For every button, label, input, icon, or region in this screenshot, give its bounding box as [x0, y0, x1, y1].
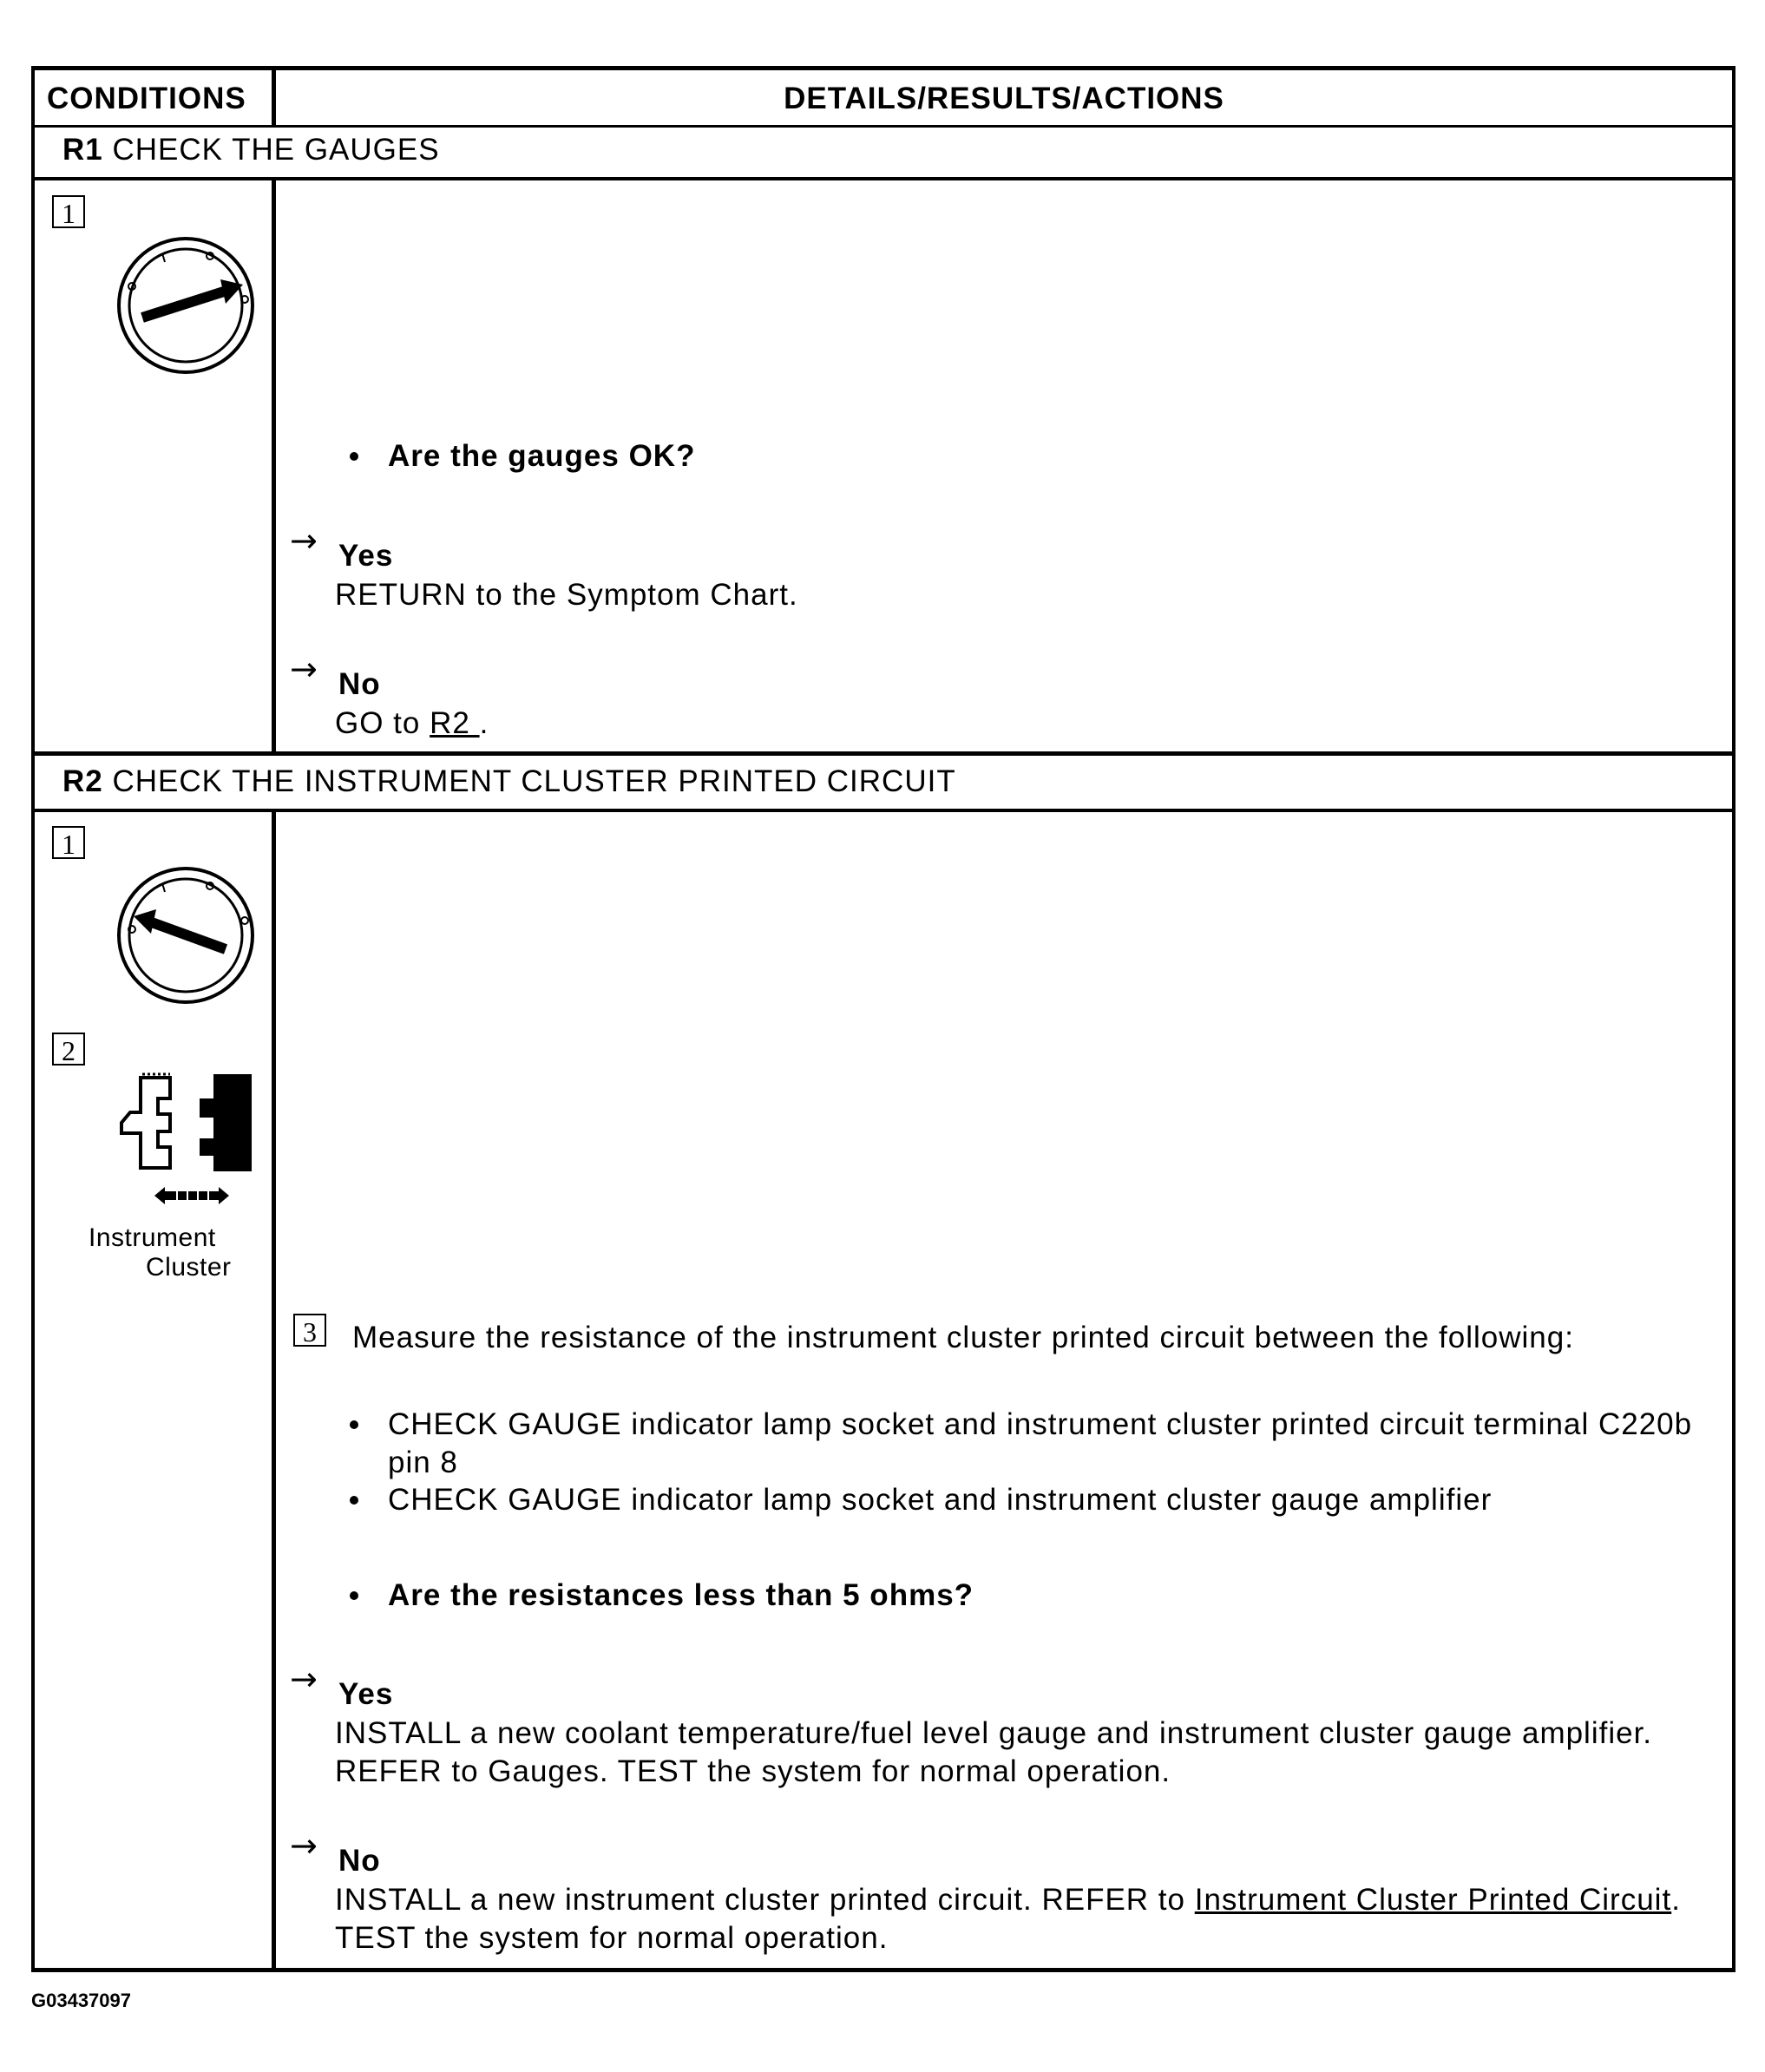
right-arrow-icon: → — [290, 521, 318, 560]
section-code: R1 — [62, 133, 103, 167]
no-action-prefix: INSTALL a new instrument cluster printed circuit. REFER to — [335, 1883, 1185, 1917]
yes-label: Yes — [338, 539, 394, 573]
r2-link[interactable]: R2 — [430, 706, 480, 740]
measurement-text: CHECK GAUGE indicator lamp socket and instrument cluster gauge amplifier — [388, 1483, 1493, 1517]
step3-instruction: Measure the resistance of the instrument cluster printed circuit between the following: — [352, 1321, 1574, 1354]
question-r1 — [350, 437, 695, 475]
ignition-switch-off-icon — [115, 864, 257, 1006]
connector-disconnect-icon — [116, 1072, 255, 1210]
yes-action: RETURN to the Symptom Chart. — [335, 578, 798, 612]
measurement-item-1 — [350, 1406, 1712, 1482]
question-text: Are the gauges OK? — [388, 439, 696, 473]
yes-action: INSTALL a new coolant temperature/fuel level gauge and instrument cluster gauge amplifier. REFER to Gauges. TEST the system for normal operation. — [335, 1716, 1653, 1788]
right-arrow-icon: → — [290, 1826, 318, 1865]
no-action — [335, 705, 489, 743]
section-heading-r1 — [62, 133, 440, 167]
yes-label: Yes — [338, 1677, 394, 1711]
connector-label-line2: Cluster — [146, 1253, 232, 1282]
figure-id: G03437097 — [31, 1990, 131, 2011]
no-action-suffix: . — [479, 706, 489, 740]
section-title: CHECK THE INSTRUMENT CLUSTER PRINTED CIRCUIT — [112, 764, 956, 798]
step-number-box: 1 — [52, 826, 85, 859]
no-label: No — [338, 667, 381, 701]
no-action — [335, 1881, 1689, 1957]
column-header-details: DETAILS/RESULTS/ACTIONS — [784, 82, 1224, 115]
instrument-cluster-printed-circuit-link[interactable]: Instrument Cluster Printed Circuit — [1194, 1883, 1672, 1917]
no-label: No — [338, 1844, 381, 1878]
bullet-icon — [350, 1496, 358, 1505]
ignition-switch-on-icon — [115, 234, 257, 377]
measurement-text: CHECK GAUGE indicator lamp socket and instrument cluster printed circuit terminal C220b pin 8 — [388, 1407, 1693, 1479]
column-header-conditions: CONDITIONS — [47, 82, 246, 115]
connector-label-line1: Instrument — [89, 1223, 216, 1252]
step-number-box: 1 — [52, 195, 85, 228]
no-action-prefix: GO to — [335, 706, 421, 740]
bullet-icon — [350, 1420, 358, 1429]
right-arrow-icon: → — [290, 650, 318, 688]
section-heading-r2 — [62, 764, 956, 799]
no-action-suffix: . TEST the system for normal operation. — [335, 1883, 1681, 1955]
bullet-icon — [350, 1591, 358, 1600]
measurement-item-2 — [350, 1481, 1492, 1519]
section-title: CHECK THE GAUGES — [112, 133, 440, 167]
step-number-box: 3 — [293, 1314, 326, 1347]
bullet-icon — [350, 452, 358, 461]
section-code: R2 — [62, 764, 103, 798]
question-text: Are the resistances less than 5 ohms? — [388, 1578, 974, 1612]
step-number-box: 2 — [52, 1033, 85, 1066]
right-arrow-icon: → — [290, 1660, 318, 1698]
question-r2 — [350, 1577, 974, 1615]
